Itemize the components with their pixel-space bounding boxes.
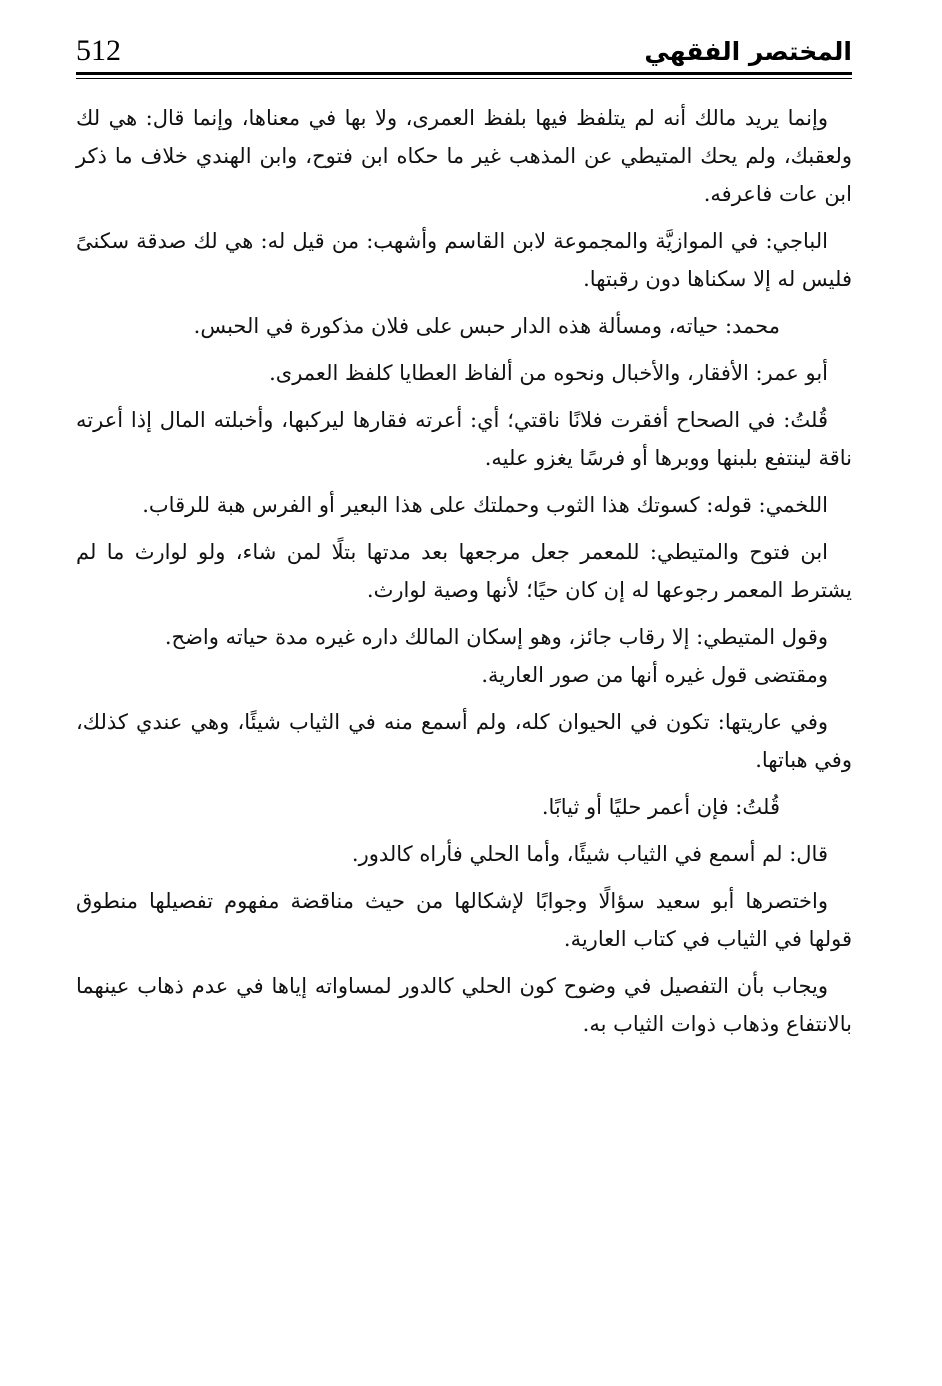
running-header (76, 28, 852, 72)
paragraph: أبو عمر: الأفقار، والأخبال ونحوه من ألفاظ العطايا كلفظ العمرى. (269, 361, 828, 385)
paragraph: محمد: حياته، ومسألة هذه الدار حبس على فلان مذكورة في الحبس. (193, 314, 780, 338)
paragraph: اللخمي: قوله: كسوتك هذا الثوب وحملتك على هذا البعير أو الفرس هبة للرقاب. (142, 493, 828, 517)
header-rule (76, 72, 852, 75)
paragraph: قُلتُ: في الصحاح أفقرت فلانًا ناقتي؛ أي: أعرته فقارها ليركبها، وأخبلته المال إذا أعرته ناقة لينتفع بلبنها ووبرها أو فرسًا يغزو عليه. (76, 408, 852, 470)
header-rule-thin (76, 78, 852, 79)
book-page (76, 28, 852, 1043)
paragraph: قُلتُ: فإن أعمر حليًا أو ثيابًا. (541, 795, 780, 819)
paragraph: ويجاب بأن التفصيل في وضوح كون الحلي كالدور لمساواته إياها في عدم ذهاب عينهما بالانتفاع وذهاب ذوات الثياب به. (76, 974, 852, 1036)
paragraph: وفي عاريتها: تكون في الحيوان كله، ولم أسمع منه في الثياب شيئًا، وهي عندي كذلك، وفي هباتها. (76, 710, 852, 772)
paragraph: قال: لم أسمع في الثياب شيئًا، وأما الحلي فأراه كالدور. (351, 842, 828, 866)
paragraph: ابن فتوح والمتيطي: للمعمر جعل مرجعها بعد مدتها بتلًا لمن شاء، ولو لوارث ما لم يشترط المعمر رجوعها له إن كان حيًا؛ لأنها وصية لوارث. (76, 540, 852, 602)
paragraph: وقول المتيطي: إلا رقاب جائز، وهو إسكان المالك داره غيره مدة حياته واضح. (164, 625, 828, 649)
book-title: المختصر الفقهي (644, 37, 852, 66)
page-number: 512 (76, 34, 121, 67)
paragraph: الباجي: في الموازيَّة والمجموعة لابن القاسم وأشهب: من قيل له: هي لك صدقة سكنىً فليس له إلا سكناها دون رقبتها. (76, 229, 852, 291)
paragraph: وإنما يريد مالك أنه لم يتلفظ فيها بلفظ العمرى، ولا بها في معناها، وإنما قال: هي لك ولعقبك، ولم يحك المتيطي عن المذهب غير ما حكاه ابن فتوح، وابن الهندي خلاف ما ذكر ابن عات فاعرفه. (76, 106, 852, 206)
body-text (76, 99, 852, 1043)
paragraph: واختصرها أبو سعيد سؤالًا وجوابًا لإشكالها من حيث مناقضة مفهوم تفصيلها منطوق قولها في الثياب في كتاب العارية. (76, 889, 852, 951)
paragraph: ومقتضى قول غيره أنها من صور العارية. (481, 663, 828, 687)
